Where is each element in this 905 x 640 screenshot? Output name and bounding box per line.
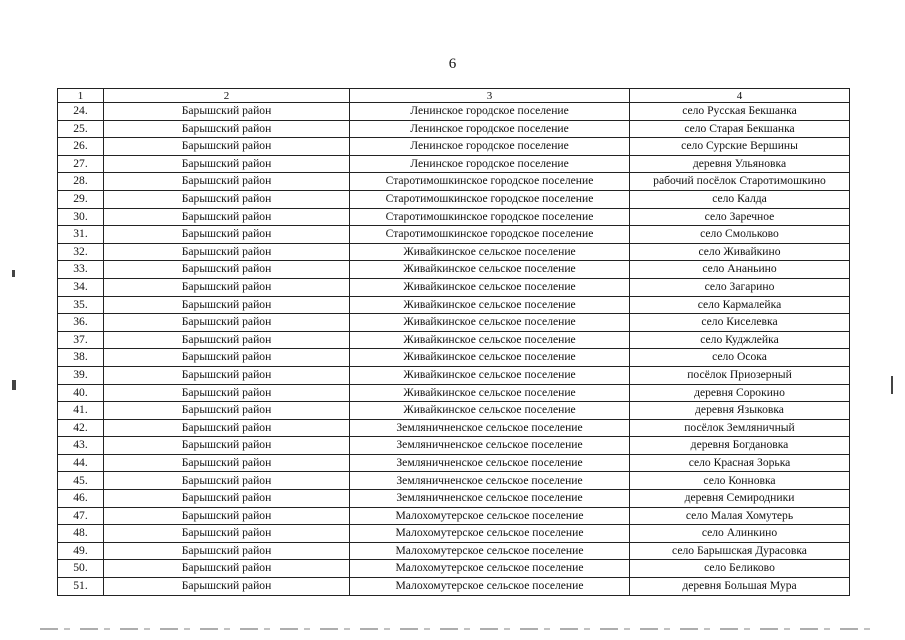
row-number: 32.: [58, 243, 104, 261]
column-header-1: 1: [58, 89, 104, 103]
district-cell: Барышский район: [104, 507, 350, 525]
table-row: [58, 103, 850, 121]
locality-cell: село Конновка: [630, 472, 850, 490]
settlement-cell: Живайкинское сельское поселение: [350, 261, 630, 279]
locality-cell: село Куджлейка: [630, 331, 850, 349]
settlement-cell: Старотимошкинское городское поселение: [350, 226, 630, 244]
district-cell: Барышский район: [104, 578, 350, 596]
settlement-cell: Старотимошкинское городское поселение: [350, 173, 630, 191]
table-row: [58, 155, 850, 173]
row-number: 34.: [58, 278, 104, 296]
table-row: [58, 472, 850, 490]
row-number: 43.: [58, 437, 104, 455]
row-number: 28.: [58, 173, 104, 191]
settlement-cell: Старотимошкинское городское поселение: [350, 208, 630, 226]
row-number: 38.: [58, 349, 104, 367]
column-header-2: 2: [104, 89, 350, 103]
district-cell: Барышский район: [104, 437, 350, 455]
table-row: [58, 490, 850, 508]
district-cell: Барышский район: [104, 525, 350, 543]
table-row: [58, 542, 850, 560]
locality-cell: село Кармалейка: [630, 296, 850, 314]
settlement-cell: Малохомутерское сельское поселение: [350, 560, 630, 578]
locality-cell: деревня Богдановка: [630, 437, 850, 455]
locality-cell: село Красная Зорька: [630, 454, 850, 472]
column-header-3: 3: [350, 89, 630, 103]
district-cell: Барышский район: [104, 138, 350, 156]
table-row: [58, 578, 850, 596]
scan-mark-left-top: [12, 270, 15, 277]
table-row: [58, 314, 850, 332]
settlement-cell: Земляничненское сельское поселение: [350, 454, 630, 472]
locality-cell: посёлок Приозерный: [630, 366, 850, 384]
locality-cell: деревня Большая Мура: [630, 578, 850, 596]
row-number: 24.: [58, 103, 104, 121]
scan-mark-left-mid: [12, 380, 16, 390]
district-cell: Барышский район: [104, 243, 350, 261]
row-number: 35.: [58, 296, 104, 314]
locality-cell: село Старая Бекшанка: [630, 120, 850, 138]
row-number: 51.: [58, 578, 104, 596]
table-row: [58, 138, 850, 156]
locality-cell: рабочий посёлок Старотимошкино: [630, 173, 850, 191]
district-cell: Барышский район: [104, 103, 350, 121]
table-row: [58, 261, 850, 279]
settlement-cell: Старотимошкинское городское поселение: [350, 190, 630, 208]
district-cell: Барышский район: [104, 419, 350, 437]
row-number: 40.: [58, 384, 104, 402]
row-number: 26.: [58, 138, 104, 156]
district-cell: Барышский район: [104, 155, 350, 173]
table-row: [58, 402, 850, 420]
settlement-cell: Малохомутерское сельское поселение: [350, 542, 630, 560]
table-row: [58, 278, 850, 296]
locality-cell: село Заречное: [630, 208, 850, 226]
district-cell: Барышский район: [104, 261, 350, 279]
district-cell: Барышский район: [104, 454, 350, 472]
table-row: [58, 331, 850, 349]
table-row: [58, 507, 850, 525]
district-cell: Барышский район: [104, 120, 350, 138]
settlement-cell: Земляничненское сельское поселение: [350, 490, 630, 508]
district-cell: Барышский район: [104, 384, 350, 402]
row-number: 42.: [58, 419, 104, 437]
row-number: 45.: [58, 472, 104, 490]
settlement-cell: Живайкинское сельское поселение: [350, 296, 630, 314]
locality-cell: село Сурские Вершины: [630, 138, 850, 156]
settlement-cell: Ленинское городское поселение: [350, 103, 630, 121]
settlement-cell: Малохомутерское сельское поселение: [350, 525, 630, 543]
table-row: [58, 454, 850, 472]
district-cell: Барышский район: [104, 472, 350, 490]
locality-cell: деревня Семиродники: [630, 490, 850, 508]
settlement-cell: Земляничненское сельское поселение: [350, 419, 630, 437]
settlement-cell: Ленинское городское поселение: [350, 120, 630, 138]
locality-cell: деревня Языковка: [630, 402, 850, 420]
row-number: 25.: [58, 120, 104, 138]
district-cell: Барышский район: [104, 296, 350, 314]
settlement-cell: Живайкинское сельское поселение: [350, 366, 630, 384]
locality-cell: село Малая Хомутерь: [630, 507, 850, 525]
row-number: 29.: [58, 190, 104, 208]
settlement-cell: Ленинское городское поселение: [350, 138, 630, 156]
district-cell: Барышский район: [104, 402, 350, 420]
row-number: 50.: [58, 560, 104, 578]
settlement-cell: Живайкинское сельское поселение: [350, 331, 630, 349]
locality-cell: село Ананьино: [630, 261, 850, 279]
settlement-cell: Малохомутерское сельское поселение: [350, 578, 630, 596]
locality-cell: село Осока: [630, 349, 850, 367]
row-number: 27.: [58, 155, 104, 173]
row-number: 44.: [58, 454, 104, 472]
settlement-cell: Малохомутерское сельское поселение: [350, 507, 630, 525]
table-header-row: [58, 89, 850, 103]
district-cell: Барышский район: [104, 278, 350, 296]
settlement-cell: Живайкинское сельское поселение: [350, 314, 630, 332]
locality-cell: село Смольково: [630, 226, 850, 244]
table-row: [58, 243, 850, 261]
table-row: [58, 226, 850, 244]
row-number: 30.: [58, 208, 104, 226]
locality-cell: село Беликово: [630, 560, 850, 578]
district-cell: Барышский район: [104, 226, 350, 244]
table-row: [58, 349, 850, 367]
district-cell: Барышский район: [104, 190, 350, 208]
locality-cell: село Русская Бекшанка: [630, 103, 850, 121]
table-body: [58, 103, 850, 596]
locality-cell: село Живайкино: [630, 243, 850, 261]
locality-cell: село Калда: [630, 190, 850, 208]
column-header-4: 4: [630, 89, 850, 103]
locality-cell: село Алинкино: [630, 525, 850, 543]
table-row: [58, 525, 850, 543]
row-number: 49.: [58, 542, 104, 560]
district-cell: Барышский район: [104, 208, 350, 226]
row-number: 48.: [58, 525, 104, 543]
table-row: [58, 208, 850, 226]
district-cell: Барышский район: [104, 314, 350, 332]
district-cell: Барышский район: [104, 173, 350, 191]
row-number: 31.: [58, 226, 104, 244]
table-row: [58, 437, 850, 455]
settlement-cell: Живайкинское сельское поселение: [350, 384, 630, 402]
settlement-cell: Ленинское городское поселение: [350, 155, 630, 173]
row-number: 47.: [58, 507, 104, 525]
locality-cell: деревня Сорокино: [630, 384, 850, 402]
scan-mark-right: [891, 376, 893, 394]
district-cell: Барышский район: [104, 366, 350, 384]
district-cell: Барышский район: [104, 542, 350, 560]
locality-cell: село Загарино: [630, 278, 850, 296]
table-row: [58, 366, 850, 384]
scan-noise-bottom: [40, 628, 870, 630]
settlement-cell: Земляничненское сельское поселение: [350, 437, 630, 455]
settlement-cell: Живайкинское сельское поселение: [350, 402, 630, 420]
row-number: 46.: [58, 490, 104, 508]
settlement-cell: Живайкинское сельское поселение: [350, 278, 630, 296]
settlements-table: [57, 88, 850, 596]
locality-cell: село Киселевка: [630, 314, 850, 332]
locality-cell: село Барышская Дурасовка: [630, 542, 850, 560]
district-cell: Барышский район: [104, 560, 350, 578]
table-row: [58, 190, 850, 208]
row-number: 37.: [58, 331, 104, 349]
district-cell: Барышский район: [104, 331, 350, 349]
table-row: [58, 419, 850, 437]
row-number: 33.: [58, 261, 104, 279]
locality-cell: деревня Ульяновка: [630, 155, 850, 173]
table-row: [58, 560, 850, 578]
table-row: [58, 173, 850, 191]
district-cell: Барышский район: [104, 349, 350, 367]
table-row: [58, 296, 850, 314]
row-number: 39.: [58, 366, 104, 384]
table-row: [58, 120, 850, 138]
table-row: [58, 384, 850, 402]
locality-cell: посёлок Земляничный: [630, 419, 850, 437]
settlement-cell: Земляничненское сельское поселение: [350, 472, 630, 490]
district-cell: Барышский район: [104, 490, 350, 508]
settlement-cell: Живайкинское сельское поселение: [350, 243, 630, 261]
row-number: 41.: [58, 402, 104, 420]
settlement-cell: Живайкинское сельское поселение: [350, 349, 630, 367]
row-number: 36.: [58, 314, 104, 332]
page-number: 6: [448, 56, 457, 72]
